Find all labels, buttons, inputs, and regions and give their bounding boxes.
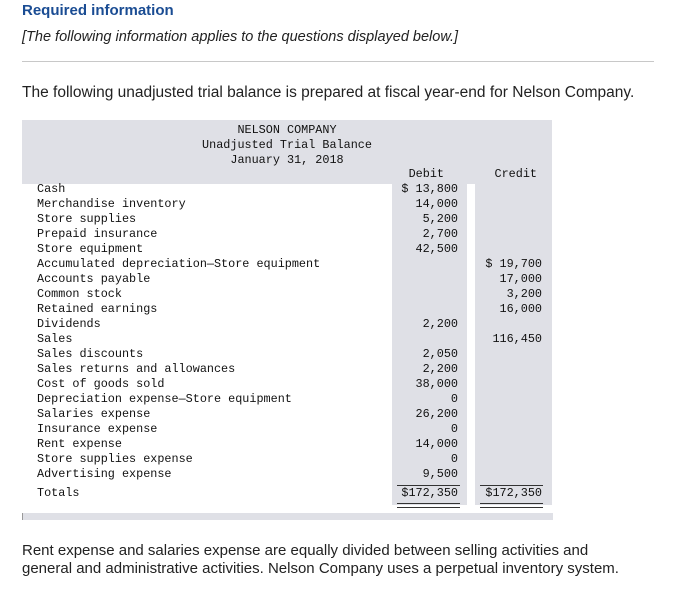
debit-amount: 38,000 bbox=[415, 377, 458, 391]
footer-note: Rent expense and salaries expense are equally divided between selling activities and general and administrative activities. Nelson Company uses a perpetual inventory system. bbox=[22, 542, 619, 577]
account-name: Store equipment bbox=[37, 242, 144, 256]
account-name: Store supplies expense bbox=[37, 452, 193, 466]
debit-amount: 5,200 bbox=[422, 212, 458, 226]
debit-amount: 26,200 bbox=[415, 407, 458, 421]
debit-amount: $ 13,800 bbox=[401, 182, 458, 196]
account-name: Sales bbox=[37, 332, 73, 346]
statement-name: Unadjusted Trial Balance bbox=[202, 138, 372, 152]
debit-amount: 9,500 bbox=[422, 467, 458, 481]
account-name: Depreciation expense—Store equipment bbox=[37, 392, 292, 406]
debit-amount: 0 bbox=[450, 392, 458, 406]
table-row bbox=[22, 452, 552, 467]
account-name: Merchandise inventory bbox=[37, 197, 186, 211]
credit-double-rule bbox=[480, 503, 543, 508]
debit-amount: 14,000 bbox=[415, 437, 458, 451]
credit-amount: 116,450 bbox=[492, 332, 542, 346]
credit-amount: 3,200 bbox=[506, 287, 542, 301]
debit-amount: 2,200 bbox=[422, 317, 458, 331]
table-row bbox=[22, 197, 552, 212]
account-name: Advertising expense bbox=[37, 467, 172, 481]
table-row bbox=[22, 302, 552, 317]
table-row bbox=[22, 467, 552, 482]
company-name: NELSON COMPANY bbox=[237, 123, 337, 137]
account-name: Cash bbox=[37, 182, 66, 196]
debit-amount: 42,500 bbox=[415, 242, 458, 256]
account-name: Prepaid insurance bbox=[37, 227, 158, 241]
credit-amount: 17,000 bbox=[499, 272, 542, 286]
account-name: Cost of goods sold bbox=[37, 377, 165, 391]
debit-amount: 2,200 bbox=[422, 362, 458, 376]
column-headers bbox=[22, 167, 552, 182]
debit-header: Debit bbox=[408, 167, 444, 181]
debit-amount: 2,050 bbox=[422, 347, 458, 361]
account-name: Accumulated depreciation—Store equipment bbox=[37, 257, 321, 271]
table-bottom-bar bbox=[22, 513, 553, 520]
account-name: Accounts payable bbox=[37, 272, 151, 286]
totals-debit: $172,350 bbox=[401, 486, 458, 500]
debit-amount: 2,700 bbox=[422, 227, 458, 241]
table-row bbox=[22, 407, 552, 422]
account-name: Insurance expense bbox=[37, 422, 158, 436]
table-row bbox=[22, 392, 552, 407]
credit-header: Credit bbox=[494, 167, 537, 181]
account-name: Dividends bbox=[37, 317, 101, 331]
intro-text: The following unadjusted trial balance is prepared at fiscal year-end for Nelson Company. bbox=[22, 84, 635, 101]
instructions-note: [The following information applies to the questions displayed below.] bbox=[22, 29, 459, 45]
table-row bbox=[22, 182, 552, 197]
credit-amount: 16,000 bbox=[499, 302, 542, 316]
table-row bbox=[22, 362, 552, 377]
debit-amount: 0 bbox=[450, 452, 458, 466]
debit-amount: 0 bbox=[450, 422, 458, 436]
table-row bbox=[22, 227, 552, 242]
account-name: Sales discounts bbox=[37, 347, 144, 361]
totals-credit: $172,350 bbox=[485, 486, 542, 500]
statement-date: January 31, 2018 bbox=[230, 153, 344, 167]
section-divider bbox=[22, 61, 654, 62]
account-name: Salaries expense bbox=[37, 407, 151, 421]
debit-amount: 14,000 bbox=[415, 197, 458, 211]
table-row bbox=[22, 272, 552, 287]
table-row bbox=[22, 437, 552, 452]
table-row bbox=[22, 332, 552, 347]
account-name: Store supplies bbox=[37, 212, 137, 226]
table-row bbox=[22, 287, 552, 302]
table-row bbox=[22, 242, 552, 257]
account-name: Sales returns and allowances bbox=[37, 362, 236, 376]
account-name: Common stock bbox=[37, 287, 122, 301]
debit-double-rule bbox=[397, 503, 460, 508]
account-name: Rent expense bbox=[37, 437, 122, 451]
totals-label: Totals bbox=[37, 486, 80, 500]
table-row bbox=[22, 347, 552, 362]
table-row bbox=[22, 377, 552, 392]
required-information-title: Required information bbox=[22, 2, 174, 19]
account-name: Retained earnings bbox=[37, 302, 158, 316]
table-row bbox=[22, 257, 552, 272]
credit-amount: $ 19,700 bbox=[485, 257, 542, 271]
table-row bbox=[22, 422, 552, 437]
table-row bbox=[22, 317, 552, 332]
trial-balance-table bbox=[22, 120, 552, 520]
table-row bbox=[22, 212, 552, 227]
totals-row bbox=[22, 486, 552, 501]
